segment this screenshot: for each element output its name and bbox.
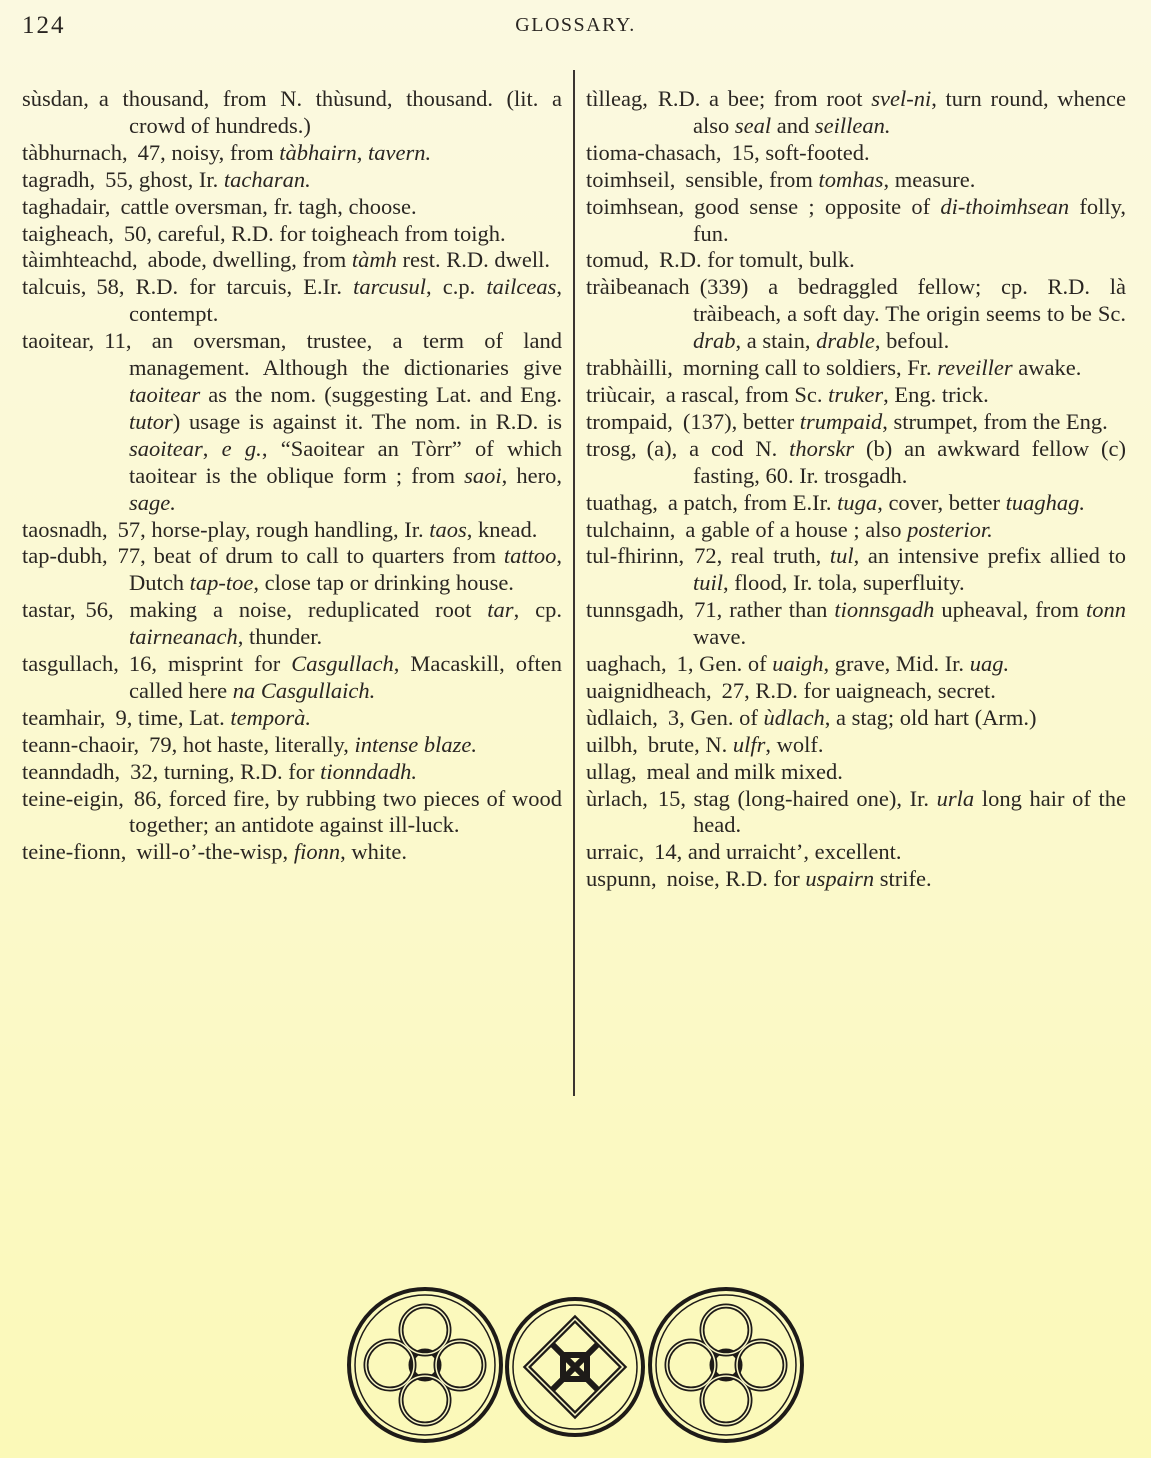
- entry-italic-text: thorskr: [789, 435, 855, 461]
- entry-definition-text: 86, forced fire, by rubbing two pieces of wood together; an antidote against ill-luck.: [129, 785, 562, 838]
- entry-headword: tagradh,: [22, 166, 96, 192]
- entry-italic-text: tavern.: [368, 139, 432, 165]
- glossary-entry: [586, 355, 1126, 382]
- entry-definition-text: 11, an oversman, trustee, a term of land management. Although the dictionaries give: [104, 328, 562, 381]
- entry-headword: tulchainn,: [586, 516, 676, 542]
- entry-headword: tuathag,: [586, 489, 658, 515]
- entry-headword: taosnadh,: [22, 516, 108, 542]
- entry-definition-text: , Dutch: [129, 543, 562, 596]
- glossary-entry: [586, 517, 1126, 544]
- entry-definition-text: R.D. for tomult, bulk.: [659, 247, 855, 273]
- glossary-entry: [586, 866, 1126, 893]
- entry-italic-text: tailceas: [486, 274, 557, 300]
- entry-definition-text: strife.: [874, 866, 932, 892]
- entry-italic-text: tap-toe: [189, 570, 254, 596]
- glossary-entry: [22, 167, 562, 194]
- entry-definition-text: R.D. a bee; from root: [657, 86, 872, 111]
- entry-definition-text: 14, and urraicht’, excellent.: [654, 839, 902, 865]
- entry-headword: tastar,: [22, 597, 76, 623]
- entry-definition-text: 16, misprint for: [128, 651, 292, 677]
- entry-definition-text: upheaval, from: [934, 597, 1086, 623]
- entry-italic-text: na Casgullaich.: [232, 677, 376, 703]
- entry-headword: ùrlach,: [586, 785, 648, 811]
- entry-headword: tàimhteachd,: [22, 247, 138, 273]
- entry-definition-text: , measure.: [883, 166, 976, 192]
- entry-definition-text: 57, horse-play, rough handling, Ir.: [117, 516, 430, 542]
- entry-definition-text: , grave, Mid. Ir.: [823, 651, 970, 677]
- glossary-entry: [586, 167, 1126, 194]
- entry-headword: tioma-chasach,: [586, 139, 722, 165]
- glossary-entry: [586, 597, 1126, 651]
- glossary-entry: [22, 651, 562, 705]
- entry-italic-text: svel-ni: [871, 86, 932, 111]
- glossary-entry: [586, 705, 1126, 732]
- entry-definition-text: 58, R.D. for tarcuis, E.Ir.: [96, 274, 354, 300]
- entry-italic-text: e g.: [221, 435, 262, 461]
- entry-italic-text: posterior.: [907, 516, 993, 542]
- entry-headword: toimhsean,: [586, 193, 685, 219]
- entry-italic-text: tattoo: [503, 543, 557, 569]
- entry-italic-text: uag.: [969, 651, 1010, 677]
- entry-italic-text: truker: [828, 381, 884, 407]
- entry-italic-text: tomhas: [818, 166, 884, 192]
- entry-definition-text: , close tap or drinking house.: [253, 570, 514, 596]
- entry-definition-text: , an intensive prefix allied to: [853, 543, 1127, 569]
- entry-headword: uaignidheach,: [586, 677, 712, 703]
- knot-roundel-middle-icon: [507, 1299, 643, 1435]
- entry-definition-text: rest. R.D. dwell.: [396, 247, 551, 273]
- entry-definition-text: , thunder.: [237, 624, 323, 650]
- entry-definition-text: a patch, from E.Ir.: [667, 489, 838, 515]
- entry-headword: tìlleag,: [586, 86, 648, 111]
- entry-italic-text: taos: [429, 516, 467, 542]
- entry-italic-text: sage.: [129, 489, 176, 515]
- entry-definition-text: 1, Gen. of: [676, 651, 773, 677]
- entry-definition-text: 72, real truth,: [694, 543, 830, 569]
- entry-italic-text: tul: [829, 543, 854, 569]
- entry-headword: taigheach,: [22, 220, 114, 246]
- entry-definition-text: 79, hot haste, literally,: [149, 731, 355, 757]
- entry-headword: trabhàilli,: [586, 355, 673, 381]
- entry-definition-text: will-o’-the-wisp,: [136, 839, 294, 865]
- entry-definition-text: 3, Gen. of: [667, 704, 764, 730]
- entry-italic-text: tionndadh.: [320, 758, 417, 784]
- entry-italic-text: drable: [816, 328, 875, 354]
- entry-definition-text: 9, time, Lat.: [115, 704, 231, 730]
- entry-headword: sùsdan,: [22, 86, 89, 111]
- entry-headword: teamhair,: [22, 704, 106, 730]
- entry-headword: teine-fionn,: [22, 839, 127, 865]
- entry-definition-text: 32, turning, R.D. for: [130, 758, 321, 784]
- entry-definition-text: 15, stag (long-haired one), Ir.: [657, 785, 937, 811]
- glossary-entry: [22, 786, 562, 840]
- entry-definition-text: 56, making a noise, reduplicated root: [85, 597, 488, 623]
- glossary-entry: [22, 705, 562, 732]
- entry-headword: teann-chaoir,: [22, 731, 140, 757]
- entry-italic-text: tuga: [837, 489, 878, 515]
- entry-headword: ùdlaich,: [586, 704, 658, 730]
- entry-italic-text: tarcusul: [353, 274, 427, 300]
- glossary-entry: [22, 274, 562, 328]
- entry-definition-text: , “Saoitear an Tòrr” of which taoitear is the oblique form ; from: [129, 435, 563, 488]
- glossary-entry: [586, 786, 1126, 840]
- entry-headword: toimhseil,: [586, 166, 676, 192]
- celtic-knot-ornament-icon: [340, 1280, 810, 1450]
- entry-headword: trompaid,: [586, 408, 673, 434]
- entry-headword: teanndadh,: [22, 758, 121, 784]
- entry-italic-text: intense blaze.: [354, 731, 478, 757]
- entry-italic-text: tonn: [1085, 597, 1126, 623]
- entry-headword: taoitear,: [22, 328, 95, 354]
- entry-headword: trosg,: [586, 435, 637, 461]
- entry-definition-text: abode, dwelling, from: [147, 247, 352, 273]
- entry-definition-text: , cover, better: [877, 489, 1006, 515]
- entry-italic-text: fionn: [293, 839, 341, 865]
- entry-headword: taghadair,: [22, 193, 111, 219]
- entry-definition-text: noise, R.D. for: [666, 866, 806, 892]
- knot-roundel-right-icon: [650, 1289, 802, 1441]
- entry-definition-text: (a), a cod N.: [646, 435, 790, 461]
- glossary-entry: [586, 86, 1126, 140]
- entry-italic-text: tuaghag.: [1005, 489, 1085, 515]
- glossary-column-right: [586, 86, 1126, 893]
- entry-definition-text: 71, rather than: [694, 597, 835, 623]
- entry-headword: tasgullach,: [22, 651, 119, 677]
- entry-definition-text: , befoul.: [874, 328, 950, 354]
- entry-headword: tap-dubh,: [22, 543, 108, 569]
- entry-definition-text: awake.: [1012, 355, 1082, 381]
- entry-definition-text: , knead.: [466, 516, 538, 542]
- entry-italic-text: taoitear: [129, 381, 201, 407]
- entry-definition-text: a thousand, from N. thùsund, thousand. (lit. a crowd of hundreds.): [98, 86, 562, 138]
- glossary-entry: [586, 409, 1126, 436]
- entry-italic-text: drab: [693, 328, 736, 354]
- entry-definition-text: , contempt.: [129, 274, 562, 327]
- entry-definition-text: folly, fun.: [693, 193, 1126, 246]
- entry-italic-text: saoi: [464, 462, 502, 488]
- entry-definition-text: ,: [356, 139, 369, 165]
- entry-headword: uspunn,: [586, 866, 657, 892]
- running-title: GLOSSARY.: [515, 14, 636, 36]
- entry-headword: urraic,: [586, 839, 645, 865]
- entry-definition-text: (339) a bedraggled fellow; cp. R.D. là tràibeach, a soft day. The origin seems to be Sc.: [693, 274, 1126, 327]
- glossary-column-left: [22, 86, 562, 866]
- glossary-entry: [586, 490, 1126, 517]
- entry-italic-text: Casgullach: [291, 651, 394, 677]
- entry-definition-text: (b) an awkward fellow (c) fasting, 60. Ir. trosgadh.: [693, 435, 1126, 488]
- entry-italic-text: tacharan.: [223, 166, 311, 192]
- entry-italic-text: uaigh: [772, 651, 824, 677]
- entry-italic-text: temporà.: [230, 704, 312, 730]
- glossary-entry: [22, 221, 562, 248]
- glossary-entry: [22, 140, 562, 167]
- entry-italic-text: trumpaid: [799, 408, 883, 434]
- entry-headword: teine-eigin,: [22, 785, 124, 811]
- entry-headword: tunnsgadh,: [586, 597, 685, 623]
- glossary-entry: [22, 597, 562, 651]
- glossary-entry: [586, 678, 1126, 705]
- column-divider: [573, 70, 575, 1096]
- glossary-entry: [22, 86, 562, 140]
- entry-italic-text: seillean.: [814, 112, 891, 138]
- entry-italic-text: saoitear: [129, 435, 203, 461]
- entry-definition-text: ) usage is against it. The nom. in R.D. is: [172, 408, 562, 434]
- entry-definition-text: a gable of a house ; also: [685, 516, 908, 542]
- entry-headword: uilbh,: [586, 731, 638, 757]
- entry-italic-text: ùdlach: [763, 704, 825, 730]
- glossary-entry: [586, 732, 1126, 759]
- entry-definition-text: good sense ; opposite of: [694, 193, 941, 219]
- entry-definition-text: and: [771, 112, 815, 138]
- entry-definition-text: 77, beat of drum to call to quarters from: [117, 543, 504, 569]
- entry-headword: tul-fhirinn,: [586, 543, 685, 569]
- entry-definition-text: , strumpet, from the Eng.: [882, 408, 1108, 434]
- entry-definition-text: , wolf.: [765, 731, 824, 757]
- entry-definition-text: , hero,: [501, 462, 562, 488]
- entry-definition-text: long hair of the head.: [693, 785, 1126, 838]
- glossary-entry: [22, 732, 562, 759]
- entry-headword: tàbhurnach,: [22, 139, 128, 165]
- glossary-entry: [586, 436, 1126, 490]
- glossary-entry: [22, 328, 562, 516]
- entry-definition-text: 15, soft-footed.: [731, 139, 870, 165]
- glossary-entry: [586, 543, 1126, 597]
- entry-definition-text: 27, R.D. for uaigneach, secret.: [721, 677, 996, 703]
- glossary-entry: [586, 651, 1126, 678]
- entry-italic-text: urla: [936, 785, 975, 811]
- page-number: 124: [22, 12, 66, 39]
- glossary-entry: [586, 839, 1126, 866]
- glossary-entry: [22, 247, 562, 274]
- entry-italic-text: tar: [487, 597, 514, 623]
- entry-definition-text: , turn round, whence also: [693, 86, 1126, 138]
- glossary-entry: [586, 247, 1126, 274]
- entry-definition-text: ,: [202, 435, 222, 461]
- glossary-entry: [586, 759, 1126, 786]
- entry-headword: triùcair,: [586, 381, 656, 407]
- entry-definition-text: , a stain,: [735, 328, 817, 354]
- entry-italic-text: tionnsgadh: [834, 597, 935, 623]
- entry-definition-text: (137), better: [682, 408, 800, 434]
- entry-definition-text: 50, careful, R.D. for toigheach from toigh.: [123, 220, 506, 246]
- entry-italic-text: di-thoimhsean: [940, 193, 1070, 219]
- glossary-entry: [586, 194, 1126, 248]
- entry-definition-text: , c.p.: [426, 274, 487, 300]
- entry-definition-text: meal and milk mixed.: [646, 758, 843, 784]
- entry-italic-text: ulfr: [732, 731, 766, 757]
- entry-definition-text: , a stag; old hart (Arm.): [824, 704, 1037, 730]
- glossary-entry: [22, 543, 562, 597]
- entry-definition-text: cattle oversman, fr. tagh, choose.: [120, 193, 417, 219]
- glossary-entry: [586, 382, 1126, 409]
- glossary-entry: [586, 274, 1126, 355]
- entry-definition-text: a rascal, from Sc.: [665, 381, 829, 407]
- knot-roundel-left-icon: [349, 1289, 501, 1441]
- entry-definition-text: morning call to soldiers, Fr.: [682, 355, 938, 381]
- entry-headword: tràibeanach: [586, 274, 690, 300]
- entry-definition-text: wave.: [693, 624, 747, 650]
- entry-italic-text: uspairn: [805, 866, 875, 892]
- entry-definition-text: sensible, from: [685, 166, 819, 192]
- entry-definition-text: , white.: [340, 839, 407, 865]
- glossary-entry: [22, 839, 562, 866]
- entry-italic-text: tairneanach: [129, 624, 238, 650]
- entry-headword: tomud,: [586, 247, 650, 273]
- glossary-entry: [22, 517, 562, 544]
- entry-italic-text: tàbhairn: [279, 139, 357, 165]
- entry-definition-text: , cp.: [513, 597, 562, 623]
- entry-italic-text: tàmh: [351, 247, 397, 273]
- entry-definition-text: brute, N.: [647, 731, 733, 757]
- entry-definition-text: 55, ghost, Ir.: [105, 166, 224, 192]
- entry-definition-text: , Eng. trick.: [883, 381, 989, 407]
- entry-italic-text: reveiller: [937, 355, 1013, 381]
- entry-definition-text: 47, noisy, from: [137, 139, 280, 165]
- entry-definition-text: , Macaskill, often called here: [129, 651, 562, 703]
- entry-headword: ullag,: [586, 758, 637, 784]
- entry-italic-text: seal: [734, 112, 772, 138]
- entry-italic-text: tuil: [693, 570, 724, 596]
- glossary-entry: [22, 759, 562, 786]
- entry-headword: uaghach,: [586, 651, 667, 677]
- glossary-entry: [22, 194, 562, 221]
- entry-definition-text: as the nom. (suggesting Lat. and Eng.: [200, 381, 562, 407]
- entry-italic-text: tutor: [129, 408, 173, 434]
- entry-headword: talcuis,: [22, 274, 87, 300]
- glossary-entry: [586, 140, 1126, 167]
- entry-definition-text: , flood, Ir. tola, superfluity.: [723, 570, 965, 596]
